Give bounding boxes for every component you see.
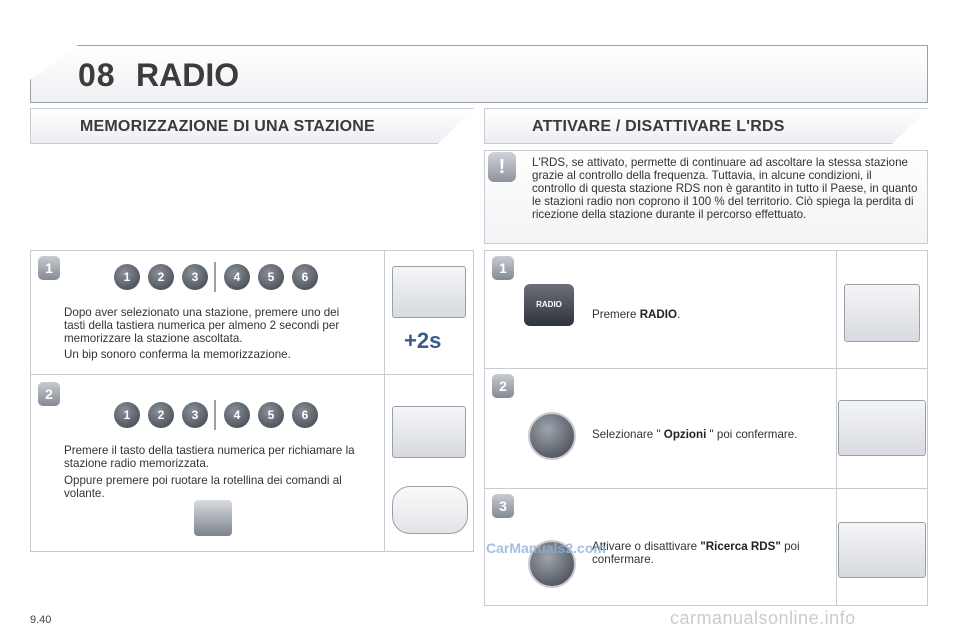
right-step-divider [484,488,928,489]
preset-key-6: 6 [292,264,318,290]
preset-key-5: 5 [258,264,284,290]
preset-key-2: 2 [148,402,174,428]
step-badge: 2 [492,374,514,398]
left-step1-text: Dopo aver selezionato una stazione, premere uno dei tasti della tastiera numerica per almeno 2 secondi per memorizzare la stazione ascoltata. [64,306,340,345]
hold-2s-label: +2s [404,328,442,353]
left-step1-confirm-text: Un bip sonoro conferma la memorizzazione. [64,348,291,361]
rotary-knob-icon [528,412,576,460]
left-section-title: MEMORIZZAZIONE DI UNA STAZIONE [80,118,375,135]
radio-button-icon: RADIO [524,284,574,326]
chapter-title: RADIO [136,57,240,93]
step-badge: 1 [492,256,514,280]
steering-stalk-illustration [392,486,468,534]
preset-key-1: 1 [114,402,140,428]
preset-key-6: 6 [292,402,318,428]
step-badge: 3 [492,494,514,518]
keypad-separator [214,400,216,430]
radio-unit-illustration [392,266,466,318]
page-number: 9.40 [30,614,52,626]
right-step1-text: Premere RADIO. [592,308,681,321]
left-image-column-divider [384,250,385,552]
right-step2-text: Selezionare " Opzioni " poi confermare. [592,428,798,441]
watermark: carmanualsonline.info [670,608,856,628]
watermark-carmanuals2: CarManuals2.com [486,540,606,556]
left-step2-alt-text: Oppure premere poi ruotare la rotellina dei comandi al volante. [64,474,342,500]
chapter-number: 08 [78,57,116,93]
right-section-title: ATTIVARE / DISATTIVARE L'RDS [532,118,785,135]
numeric-keypad-row [114,400,326,430]
radio-unit-illustration [838,522,926,578]
left-step-divider [30,374,474,375]
numeric-keypad-row [114,262,326,292]
right-image-column-divider [836,250,837,606]
preset-key-1: 1 [114,264,140,290]
radio-unit-illustration [392,406,466,458]
step-badge: 1 [38,256,60,280]
steering-wheel-control-icon [194,500,232,536]
right-step3-text: Attivare o disattivare "Ricerca RDS" poi confermare. [592,540,800,566]
preset-key-3: 3 [182,264,208,290]
radio-unit-illustration [838,400,926,456]
keypad-separator [214,262,216,292]
preset-key-2: 2 [148,264,174,290]
warning-icon: ! [488,152,516,182]
preset-key-4: 4 [224,264,250,290]
preset-key-4: 4 [224,402,250,428]
preset-key-3: 3 [182,402,208,428]
step-badge: 2 [38,382,60,406]
rds-warning-text: L'RDS, se attivato, permette di continuare ad ascoltare la stessa stazione grazie al controllo della frequenza. Tuttavia, in alcune condizioni, il controllo di questa stazione RDS non è garantito in tutto il Paese, in quanto le stazioni radio non coprono il 100 % del territorio. Ciò spiega la perdita di ricezione della stazione durante il percorso effettuato. [532,156,918,221]
left-step2-text: Premere il tasto della tastiera numerica per richiamare la stazione radio memorizzata. [64,444,355,470]
radio-unit-illustration [844,284,920,342]
right-step-divider [484,368,928,369]
preset-key-5: 5 [258,402,284,428]
